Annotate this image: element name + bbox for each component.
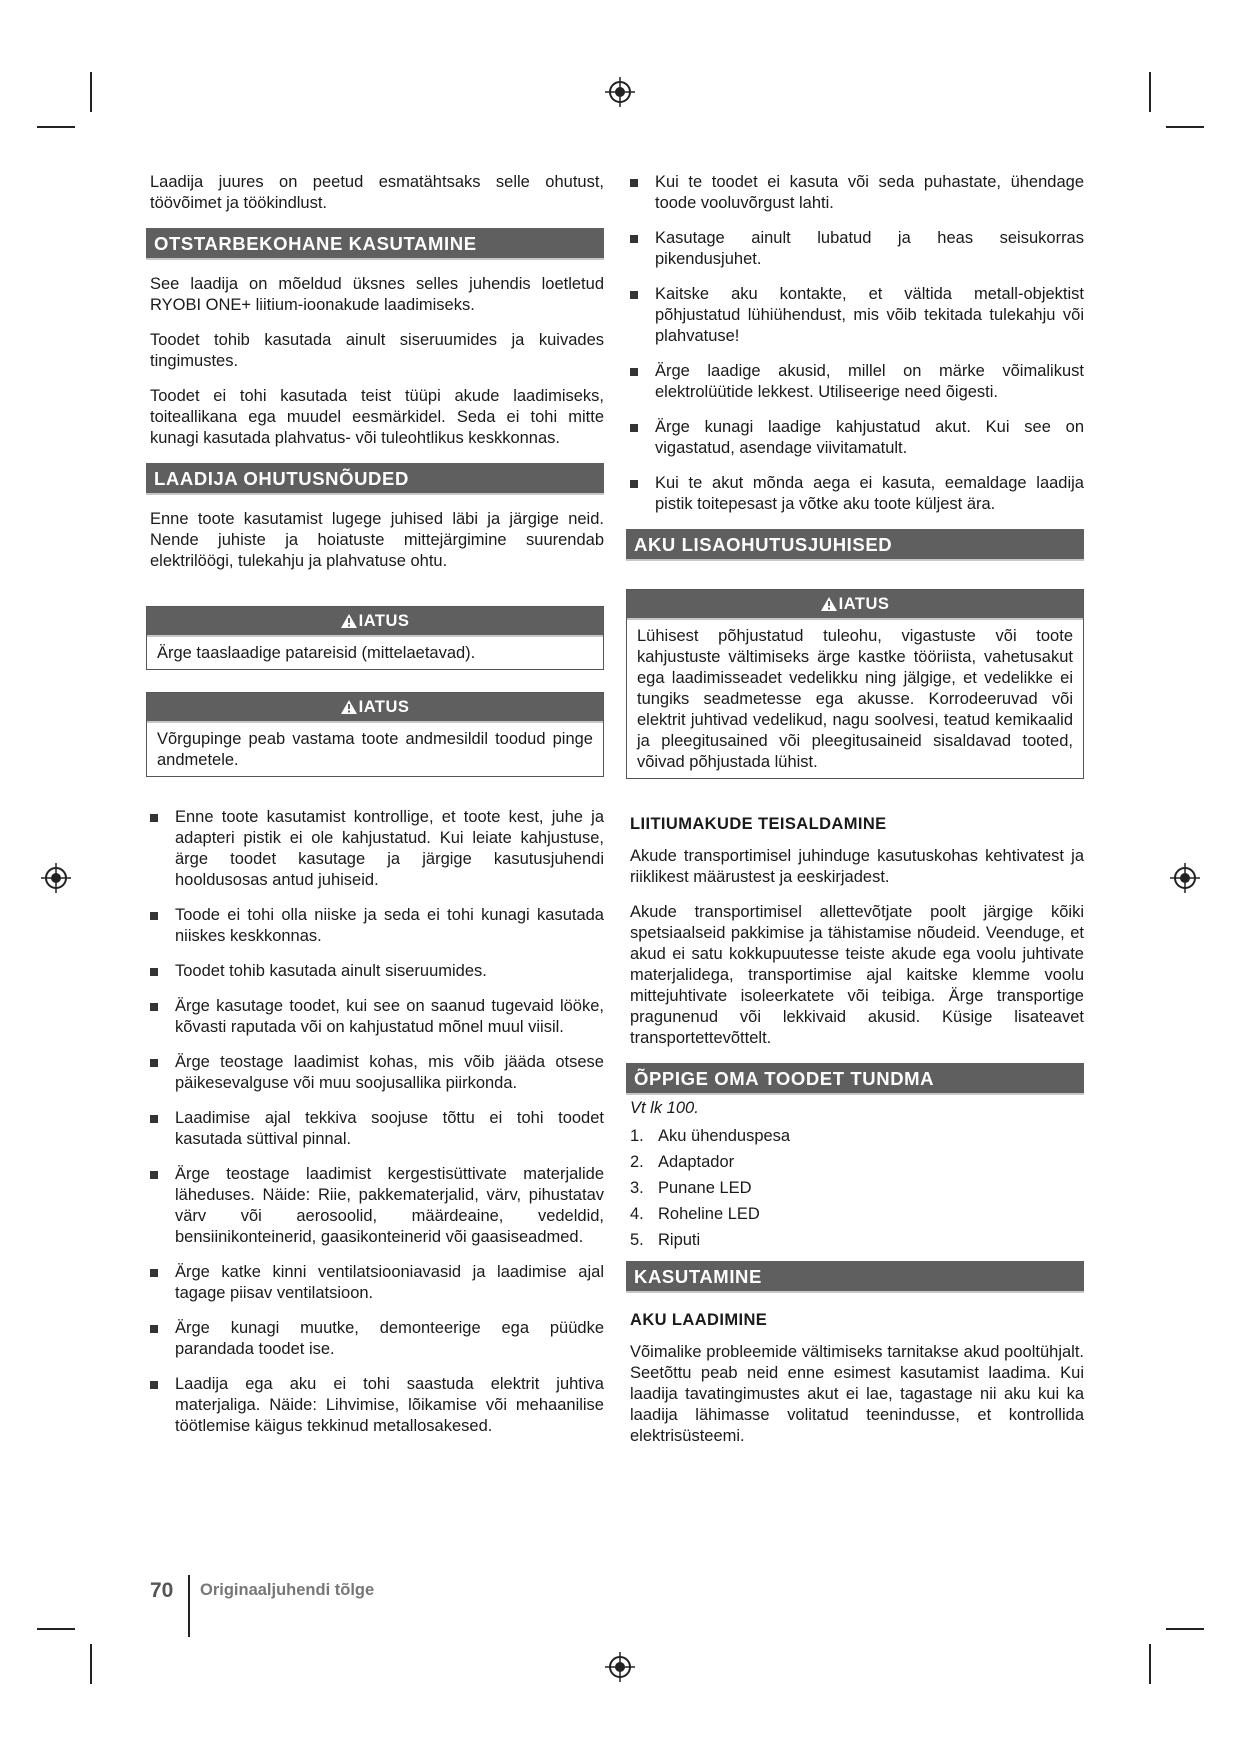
paragraph: Toodet ei tohi kasutada teist tüüpi akude laadimiseks, toiteallikana ega muudel eesmärkidel. Seda ei tohi mitte kunagi kasutada plahvatus- või tuleohtlikus keskkonnas. [150, 387, 604, 447]
paragraph: Akude transportimisel allettevõtjate poolt järgige kõiki spetsiaalseid pakkimise ja tähistamise nõudeid. Veenduge, et akud ei satu kokkupuutesse teiste akude ega voolu juhtivate materjalidega, transportimise ajal kaitske klemme voolu mittejuhtivate isoleerkatete või teibiga. Ärge transportige pragunenud või lekkivaid akusid. Küsige lisateavet transportettevõttelt. [630, 903, 1084, 1047]
registration-mark-icon [605, 1652, 635, 1682]
bullet-square-icon [150, 1003, 158, 1011]
bullet-square-icon [630, 235, 638, 243]
list-item: Laadija ega aku ei tohi saastuda elektrit juhtiva materjaliga. Näide: Lihvimise, lõikamise või mehaanilise töötlemise käigus tekkinud metallosakesed. [150, 1374, 604, 1437]
list-item: Toode ei tohi olla niiske ja seda ei tohi kunagi kasutada niiskes keskkonnas. [150, 905, 604, 947]
registration-mark-icon [41, 863, 71, 893]
list-item: 3. Punane LED [630, 1179, 752, 1197]
list-item: Kui te toodet ei kasuta või seda puhastate, ühendage toode vooluvõrgust lahti. [630, 172, 1084, 214]
list-item: Ärge kasutage toodet, kui see on saanud tugevaid lööke, kõvasti raputada või on kahjustatud mõnel muul viisil. [150, 996, 604, 1038]
warning-text: Võrgupinge peab vastama toote andmesildil toodud pinge andmetele. [157, 730, 593, 769]
crop-mark [90, 1644, 92, 1684]
warning-header [147, 607, 603, 637]
bullet-square-icon [150, 1381, 158, 1389]
section-heading: OTSTARBEKOHANE KASUTAMINE [146, 228, 604, 260]
footer-title: Originaaljuhendi tõlge [200, 1581, 375, 1599]
safety-list [150, 807, 604, 1437]
paragraph: Toodet tohib kasutada ainult siseruumides ja kuivades tingimustes. [150, 331, 604, 370]
paragraph: Enne toote kasutamist lugege juhised läbi ja järgige neid. Nende juhiste ja hoiatuste mittejärgimine suurendab elektrilöögi, tulekahju ja plahvatuse ohtu. [150, 510, 604, 570]
registration-mark-icon [605, 77, 635, 107]
warning-label: IATUS [358, 698, 410, 716]
list-item: Laadimise ajal tekkiva soojuse tõttu ei tohi toodet kasutada süttival pinnal. [150, 1108, 604, 1150]
list-item: 2. Adaptador [630, 1153, 735, 1171]
page-number: 70 [150, 1579, 174, 1602]
bullet-square-icon [630, 368, 638, 376]
list-item: 5. Riputi [630, 1231, 701, 1249]
crop-mark [1166, 1628, 1204, 1630]
bullet-square-icon [630, 480, 638, 488]
safety-list [630, 172, 1084, 515]
list-item: Ärge teostage laadimist kohas, mis võib jääda otsese päikesevalguse või muu soojusallika piirkonda. [150, 1052, 604, 1094]
warning-triangle-icon [821, 597, 837, 611]
warning-label: IATUS [838, 595, 890, 613]
bullet-square-icon [150, 1269, 158, 1277]
bullet-square-icon [150, 968, 158, 976]
section-heading: LAADIJA OHUTUSNÕUDED [146, 463, 604, 495]
list-item: Ärge kunagi laadige kahjustatud akut. Kui see on vigastatud, asendage viivitamatult. [630, 417, 1084, 459]
warning-triangle-icon [341, 614, 357, 628]
warning-text: Ärge taaslaadige patareisid (mittelaetavad). [157, 644, 476, 662]
bullet-square-icon [630, 291, 638, 299]
list-item: Enne toote kasutamist kontrollige, et toote kest, juhe ja adapteri pistik ei ole kahjustatud. Kui leiate kahjustuse, ärge toodet kasutage ja järgige kasutusjuhendi hooldusosas antud juhiseid. [150, 807, 604, 891]
list-item: Ärge kunagi muutke, demonteerige ega püüdke parandada toodet ise. [150, 1318, 604, 1360]
warning-text: Lühisest põhjustatud tuleohu, vigastuste või toote kahjustuste vältimiseks ärge kastke tööriista, vahetusakut ega laadimisseadet vedelikku ning jälgige, et vedelikke ei tungiks seadmetesse ega akusse. Korrodeeruvad või elektrit juhtivad vedelikud, nagu soolvesi, teatud kemikaalid ja pleegitusained või pleegitusaineid sisaldavad tooted, võivad põhjustada lühist. [637, 627, 1073, 771]
warning-triangle-icon [341, 700, 357, 714]
warning-box [626, 589, 1084, 779]
crop-mark [1149, 72, 1151, 112]
warning-header [147, 693, 603, 723]
list-item: Ärge katke kinni ventilatsiooniavasid ja laadimise ajal tagage piisav ventilatsioon. [150, 1262, 604, 1304]
bullet-square-icon [150, 912, 158, 920]
warning-header [627, 590, 1083, 620]
bullet-square-icon [630, 424, 638, 432]
crop-mark [90, 72, 92, 112]
bullet-square-icon [150, 1171, 158, 1179]
bullet-square-icon [150, 1059, 158, 1067]
bullet-square-icon [150, 814, 158, 822]
paragraph: Võimalike probleemide vältimiseks tarnitakse akud pooltühjalt. Seetõttu peab neid enne esimest kasutamist laadima. Kui laadija tavatingimustes akut ei lae, tagastage nii aku kui ka laadija lähimasse volitatud teenindusse, et kontrollida elektrisüsteemi. [630, 1343, 1084, 1445]
subsection-heading: AKU LAADIMINE [630, 1311, 768, 1329]
list-item: Toodet tohib kasutada ainult siseruumides. [150, 961, 604, 982]
crop-mark [1149, 1644, 1151, 1684]
crop-mark [37, 1628, 75, 1630]
list-item: Ärge laadige akusid, millel on märke võimalikust elektrolüütide lekkest. Utiliseerige need õigesti. [630, 361, 1084, 403]
bullet-square-icon [150, 1325, 158, 1333]
warning-box [146, 692, 604, 777]
footer-divider [188, 1575, 190, 1637]
right-column [630, 172, 1084, 1461]
list-item: Kaitske aku kontakte, et vältida metall-objektist põhjustatud lühiühendust, mis võib tekitada tulekahju või plahvatuse! [630, 284, 1084, 347]
page-reference: Vt lk 100. [630, 1099, 699, 1117]
bullet-square-icon [150, 1115, 158, 1123]
subsection-heading: LIITIUMAKUDE TEISALDAMINE [630, 815, 887, 833]
bullet-square-icon [630, 179, 638, 187]
list-item: 4. Roheline LED [630, 1205, 760, 1223]
crop-mark [37, 126, 75, 128]
intro-paragraph: Laadija juures on peetud esmatähtsaks selle ohutust, töövõimet ja töökindlust. [150, 173, 604, 212]
warning-box [146, 606, 604, 670]
section-heading: ÕPPIGE OMA TOODET TUNDMA [626, 1063, 1084, 1095]
warning-label: IATUS [358, 612, 410, 630]
section-heading: KASUTAMINE [626, 1261, 1084, 1293]
paragraph: See laadija on mõeldud üksnes selles juhendis loetletud RYOBI ONE+ liitium-ioonakude laadimiseks. [150, 275, 604, 314]
list-item: Ärge teostage laadimist kergestisüttivate materjalide läheduses. Näide: Riie, pakkematerjalid, värv, pihustatav värv või aerosoolid, määrdeaine, vedeldid, bensiinikonteinerid, gaasikonteinerid või gaasiseadmed. [150, 1164, 604, 1248]
left-column [150, 172, 604, 1451]
registration-mark-icon [1170, 863, 1200, 893]
paragraph: Akude transportimisel juhinduge kasutuskohas kehtivatest ja riiklikest määrustest ja eeskirjadest. [630, 847, 1084, 886]
parts-list [630, 1126, 1084, 1251]
crop-mark [1166, 126, 1204, 128]
list-item: Kasutage ainult lubatud ja heas seisukorras pikendusjuhet. [630, 228, 1084, 270]
list-item: Kui te akut mõnda aega ei kasuta, eemaldage laadija pistik toitepesast ja võtke aku toote küljest ära. [630, 473, 1084, 515]
section-heading: AKU LISAOHUTUSJUHISED [626, 529, 1084, 561]
list-item: 1. Aku ühenduspesa [630, 1127, 791, 1145]
